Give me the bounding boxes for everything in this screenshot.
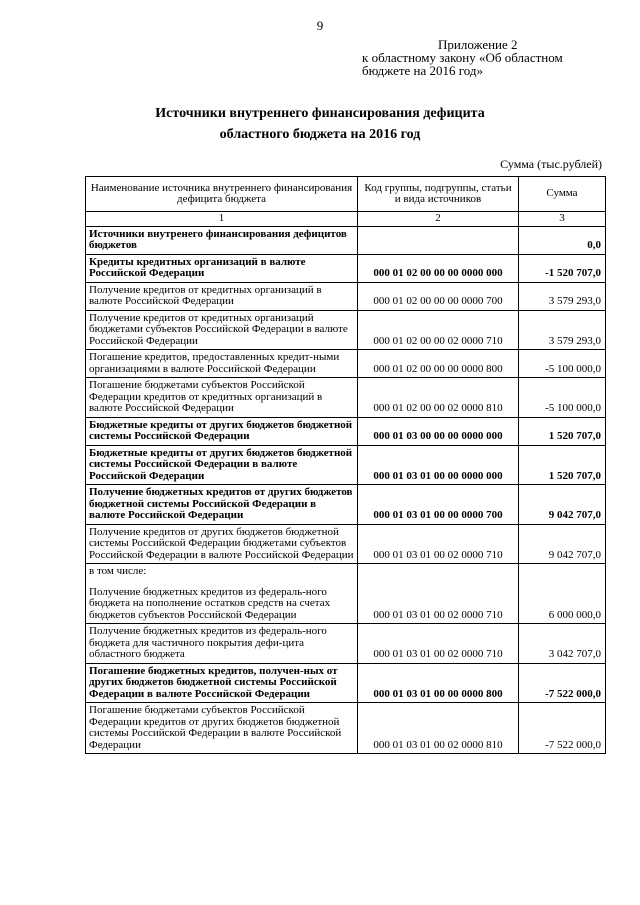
row-name-text: Погашение бюджетами субъектов Российской Федерации кредитов от других бюджетов бюджетной системы Российской Федерации в валюте Российской Федерации (89, 704, 342, 751)
table-row (86, 485, 606, 525)
column-numbers-row (86, 212, 606, 227)
document-title (0, 103, 640, 145)
row-source-name (86, 703, 358, 754)
row-sum: 3 042 707,0 (519, 624, 606, 664)
table-row (86, 703, 606, 754)
row-source-name (86, 417, 358, 445)
header-code: Код группы, подгруппы, статьи и вида источников (358, 177, 519, 212)
row-name-text: Получение бюджетных кредитов из федераль-ного бюджета для частичного покрытия дефи-цита областного бюджета (89, 625, 327, 660)
financing-sources-table (85, 176, 606, 754)
column-number: 2 (358, 212, 519, 227)
row-sum: 9 042 707,0 (519, 524, 606, 564)
row-source-name (86, 663, 358, 703)
row-code: 000 01 03 01 00 02 0000 710 (358, 524, 519, 564)
row-code: 000 01 03 01 00 00 0000 700 (358, 485, 519, 525)
row-code: 000 01 03 00 00 00 0000 000 (358, 417, 519, 445)
row-sum: 0,0 (519, 226, 606, 254)
table-header-row (86, 177, 606, 212)
row-name-text: Получение кредитов от кредитных организаций в валюте Российской Федерации (89, 283, 322, 307)
row-name-text: Источники внутренего финансирования дефицитов бюджетов (89, 227, 347, 251)
table-row (86, 663, 606, 703)
table-row (86, 282, 606, 310)
title-line-2: областного бюджета на 2016 год (219, 127, 421, 142)
row-name-text: Получение бюджетных кредитов из федераль-ного бюджета на пополнение остатков средств на счетах бюджетов субъектов Российской Федерации (89, 585, 331, 621)
row-code (358, 226, 519, 254)
row-code: 000 01 03 01 00 02 0000 710 (358, 564, 519, 624)
header-name: Наименование источника внутреннего финансирования дефицита бюджета (86, 177, 358, 212)
row-subheading: в том числе: (89, 565, 147, 577)
table-row (86, 310, 606, 350)
row-code: 000 01 03 01 00 02 0000 810 (358, 703, 519, 754)
appendix-line-2: к областному закону «Об областном (362, 50, 563, 65)
row-source-name (86, 226, 358, 254)
table-row (86, 564, 606, 624)
table-row (86, 254, 606, 282)
row-source-name (86, 378, 358, 418)
row-sum: -5 100 000,0 (519, 350, 606, 378)
column-number: 3 (519, 212, 606, 227)
row-sum: 1 520 707,0 (519, 417, 606, 445)
row-code: 000 01 02 00 00 00 0000 000 (358, 254, 519, 282)
row-code: 000 01 03 01 00 00 0000 000 (358, 445, 519, 485)
column-number: 1 (86, 212, 358, 227)
appendix-line-1: Приложение 2 (438, 37, 518, 52)
row-name-text: Кредиты кредитных организаций в валюте Российской Федерации (89, 255, 306, 279)
row-name-text: Погашение бюджетами субъектов Российской Федерации кредитов от кредитных организаций в валюте Российской Федерации (89, 379, 323, 414)
row-source-name (86, 524, 358, 564)
row-source-name (86, 564, 358, 624)
row-sum: 9 042 707,0 (519, 485, 606, 525)
row-source-name (86, 282, 358, 310)
table-row (86, 417, 606, 445)
row-code: 000 01 02 00 00 02 0000 810 (358, 378, 519, 418)
header-sum: Сумма (519, 177, 606, 212)
row-sum: 3 579 293,0 (519, 310, 606, 350)
table-row (86, 524, 606, 564)
table-row (86, 378, 606, 418)
row-name-text: Погашение кредитов, предоставленных кредит-ными организациями в валюте Российской Федерации (89, 351, 340, 375)
row-source-name (86, 254, 358, 282)
row-code: 000 01 02 00 00 02 0000 710 (358, 310, 519, 350)
row-code: 000 01 02 00 00 00 0000 800 (358, 350, 519, 378)
row-source-name (86, 310, 358, 350)
row-sum: 3 579 293,0 (519, 282, 606, 310)
row-source-name (86, 485, 358, 525)
row-source-name (86, 350, 358, 378)
page-number: 9 (316, 18, 324, 33)
row-name-text: Бюджетные кредиты от других бюджетов бюджетной системы Российской Федерации (89, 418, 353, 442)
row-code: 000 01 02 00 00 00 0000 700 (358, 282, 519, 310)
row-name-text: Бюджетные кредиты от других бюджетов бюджетной системы Российской Федерации в валюте Российской Федерации (89, 446, 353, 482)
table-row (86, 445, 606, 485)
row-name-text: Получение кредитов от кредитных организаций бюджетами субъектов Российской Федерации в валюте Российской Федерации (89, 311, 348, 347)
row-name-text: Получение бюджетных кредитов от других бюджетов бюджетной системы Российской Федерации в валюте Российской Федерации (89, 486, 353, 521)
row-sum: -7 522 000,0 (519, 703, 606, 754)
appendix-line-3: бюджете на 2016 год» (362, 63, 484, 78)
table-row (86, 350, 606, 378)
title-line-1: Источники внутреннего финансирования дефицита (155, 106, 485, 121)
row-code: 000 01 03 01 00 00 0000 800 (358, 663, 519, 703)
row-sum: 6 000 000,0 (519, 564, 606, 624)
appendix-note (362, 38, 563, 77)
units-label: Сумма (тыс.рублей) (500, 157, 602, 171)
row-name-text: Погашение бюджетных кредитов, получен-ных от других бюджетов бюджетной системы Российской Федерации в валюте Российской Федерации (89, 664, 338, 700)
row-sum: -1 520 707,0 (519, 254, 606, 282)
row-name-text: Получение кредитов от других бюджетов бюджетной системы Российской Федерации бюджетами субъектов Российской Федерации в валюте Российской Федерации (89, 525, 354, 561)
row-source-name (86, 445, 358, 485)
row-sum: 1 520 707,0 (519, 445, 606, 485)
table-row (86, 624, 606, 664)
row-code: 000 01 03 01 00 02 0000 710 (358, 624, 519, 664)
row-sum: -7 522 000,0 (519, 663, 606, 703)
table-row (86, 226, 606, 254)
row-sum: -5 100 000,0 (519, 378, 606, 418)
row-source-name (86, 624, 358, 664)
